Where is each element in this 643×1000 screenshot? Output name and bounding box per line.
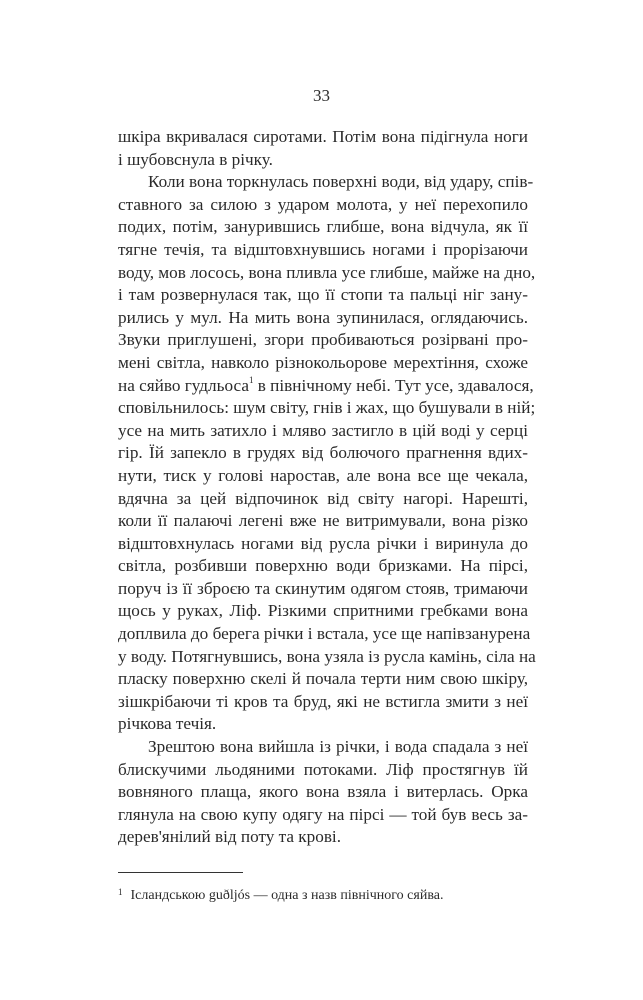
text-line: воду, мов лосось, вона пливла усе глибше, майже на дно, <box>118 262 536 282</box>
text-line: доплвила до берега річки і встала, усе ще напівзанурена <box>118 624 531 644</box>
footnote-ref: 1 <box>248 374 254 385</box>
text-line: шкіра вкривалася сиротами. Потім вона підігнула ноги <box>118 127 528 146</box>
text-line: коли її палаючі легені вже не витримували, вона різко <box>118 511 528 531</box>
text-line: Зрештою вона вийшла із річки, і вода спадала з неї <box>148 737 528 757</box>
text-line: блискучими льодяними потоками. Ліф простягнув їй <box>118 759 528 779</box>
footnote-text: Ісландською guðljós — одна з назв північного сяйва. <box>130 888 444 903</box>
text-line: усе на мить затихло і мляво застигло в цій воді у серці <box>118 420 528 440</box>
text-line: Звуки приглушені, згори пробиваються розірвані про- <box>118 330 528 350</box>
text-line: нути, тиск у голові наростав, але вона все ще чекала, <box>118 465 528 485</box>
text-line: сповільнилось: шум світу, гнів і жах, що бушували в ній; <box>118 398 536 418</box>
text-line: мені світла, навколо різнокольорове мерехтіння, схоже <box>118 352 528 372</box>
text-line: вдячна за цей відпочинок від світу нагорі. Нарешті, <box>118 488 528 508</box>
text-line: і шубовснула в річку. <box>118 149 273 169</box>
text-line: річкова течія. <box>118 714 217 734</box>
text-line: світла, розбивши поверхню води бризками. На пірсі, <box>118 556 528 576</box>
text-line: у воду. Потягнувшись, вона узяла із русла камінь, сіла на <box>118 646 536 666</box>
text-line: ставного за силою з ударом молота, у неї перехопило <box>118 194 528 214</box>
text-line: і там розвернулася так, що її стопи та пальці ніг зану- <box>118 285 528 305</box>
footnote-rule <box>118 872 243 873</box>
text-line: відштовхнулась ногами від русла річки і виринула до <box>118 533 528 553</box>
body-text <box>118 126 536 849</box>
page-number: 33 <box>313 86 330 105</box>
text-line: глянула на свою купу одягу на пірсі — той був весь за- <box>118 804 528 824</box>
text-line: Коли вона торкнулась поверхні води, від удару, спів- <box>148 172 534 192</box>
text-line: подих, потім, занурившись глибше, вона відчула, як її <box>118 217 528 237</box>
text-line: вовняного плаща, якого вона взяла і витерлась. Орка <box>118 782 528 802</box>
text-line: щось у руках, Ліф. Різкими спритними гребками вона <box>118 601 528 621</box>
text-line: гір. Їй запекло в грудях від болючого прагнення вдих- <box>118 443 528 463</box>
text-line: поруч із її зброєю та скинутим одягом стояв, тримаючи <box>118 578 528 598</box>
text-line: зішкрібаючи ті кров та бруд, які не встигла змити з неї <box>118 691 528 711</box>
footnote-marker: 1 <box>118 887 123 897</box>
text-line: пласку поверхню скелі й почала терти ним свою шкіру, <box>118 669 528 689</box>
text-line: на сяйво гудльоса$^1$ в північному небі. Тут усе, здавалося, <box>118 374 534 395</box>
text-line: рились у мул. На мить вона зупинилася, оглядаючись. <box>118 307 528 327</box>
footnote <box>118 887 443 905</box>
text-line: тягне течія, та відштовхнувшись ногами і прорізаючи <box>118 239 528 259</box>
text-line: дерев'янілий від поту та крові. <box>118 827 342 847</box>
